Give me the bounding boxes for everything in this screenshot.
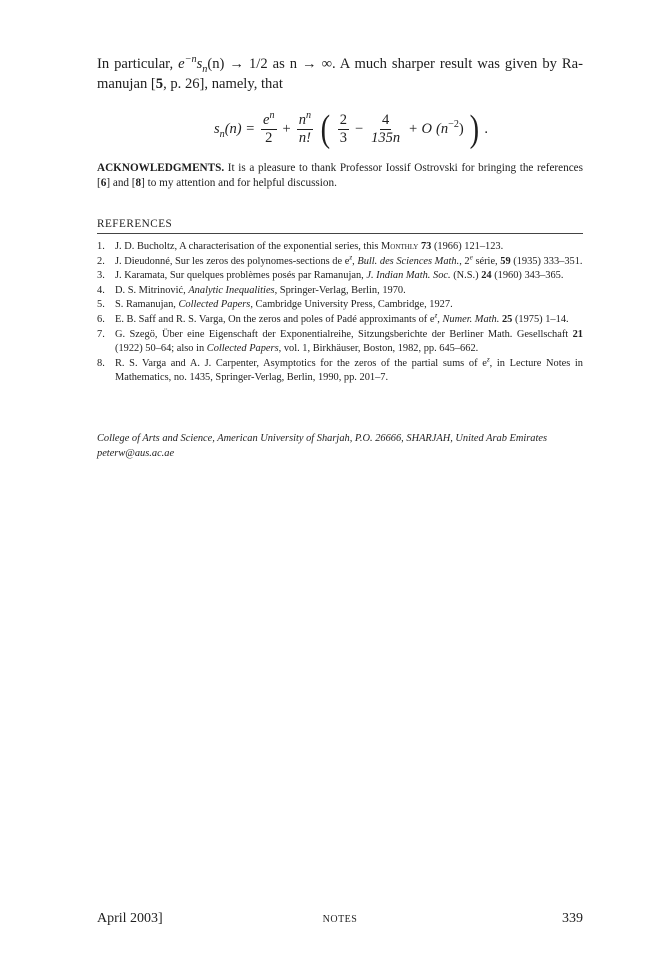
- big-o-arg: $(n^{-2})$: [436, 118, 464, 137]
- minus-sign: −: [354, 120, 364, 137]
- references-rule: [97, 233, 583, 234]
- reference-2: 2. J. Dieudonné, Sur les zeros des polynomes-sections de $e^z$, Bull. des Sciences Math., 2e série, 59 (1935) 333–351.: [97, 253, 583, 267]
- plus-sign: +: [282, 120, 291, 137]
- intro-ref-5[interactable]: 5: [155, 76, 164, 92]
- fraction-en-over-2: $\frac{e^n}{2}$: [263, 109, 275, 146]
- intro-text-2: (n) → 1/2 as n → ∞. A much sharper result was given by Ra-manujan [: [97, 56, 583, 92]
- ack-text-2: ] and [: [106, 177, 136, 189]
- references-list: [97, 240, 583, 386]
- ack-ref-8[interactable]: 8: [135, 177, 142, 189]
- references-heading: REFERENCES: [97, 218, 173, 230]
- intro-s-sub: n: [202, 63, 208, 75]
- reference-5: 5. S. Ramanujan, Collected Papers, Cambridge University Press, Cambridge, 1927.: [97, 299, 453, 311]
- formula-lhs: $s_n(n)$ =: [214, 120, 256, 140]
- reference-6: 6. E. B. Saff and R. S. Varga, On the zeros and poles of Padé approximants of $e^z$, Numer. Math. 25 (1975) 1–14.: [97, 311, 569, 325]
- footer-section: NOTES: [322, 914, 358, 925]
- reference-4: 4. D. S. Mitrinović, Analytic Inequalities, Springer-Verlag, Berlin, 1970.: [97, 284, 406, 296]
- formula-period: .: [484, 120, 489, 137]
- author-email[interactable]: peterw@aus.ac.ae: [97, 447, 175, 459]
- reference-7: 7. G. Szegö, Über eine Eigenschaft der Exponentialreihe, Sitzungsberichte der Berliner Math. Gesellschaft 21 (1922) 50–64; also in Collected Papers, vol. 1, Birkhäuser, Boston, 1982, pp. 645–662.: [97, 328, 583, 355]
- footer-date: April 2003]: [97, 911, 163, 926]
- intro-text-1: In particular,: [97, 56, 179, 72]
- author-affiliation: [97, 432, 583, 461]
- affiliation-address: College of Arts and Science, American University of Sharjah, P.O. 26666, SHARJAH, United Arab Emirates: [97, 433, 548, 444]
- page-number: 339: [562, 911, 583, 926]
- right-paren: ): [469, 108, 479, 150]
- left-paren: (: [320, 108, 331, 150]
- ack-text-1: It is a pleasure to thank Professor Iossif Ostrovski for bringing the references [: [97, 162, 583, 189]
- ack-text-3: ] to my attention and for helpful discussion.: [141, 177, 337, 189]
- fraction-4-over-135n: $\frac{4}{135n}$: [371, 111, 401, 146]
- reference-3: 3. J. Karamata, Sur quelques problèmes posés par Ramanujan, J. Indian Math. Soc. (N.S.) 24 (1960) 343–365.: [97, 270, 564, 282]
- intro-text-3: , p. 26], namely, that: [163, 76, 283, 92]
- big-o: + O: [408, 120, 433, 137]
- fraction-2-over-3: $\frac{2}{3}$: [339, 111, 347, 146]
- intro-s: s: [196, 56, 203, 72]
- acknowledgments: [97, 161, 583, 191]
- fraction-nn-over-nfact: $\frac{n^n}{n!}$: [298, 109, 312, 146]
- ack-heading: ACKNOWLEDGMENTS.: [97, 162, 225, 174]
- ramanujan-formula: [214, 108, 488, 150]
- intro-exp-base: e: [178, 56, 185, 72]
- intro-paragraph: [97, 54, 583, 94]
- reference-1: 1. J. D. Bucholtz, A characterisation of the exponential series, this Monthly 73 (1966) 121–123.: [97, 241, 504, 252]
- ack-ref-6[interactable]: 6: [100, 177, 107, 189]
- intro-exp-sup: −n: [184, 54, 197, 66]
- reference-8: 8. R. S. Varga and A. J. Carpenter, Asymptotics for the zeros of the partial sums of $e^z$, in Lecture Notes in Mathematics, no. 1435, Springer-Verlag, Berlin, 1990, pp. 201–7.: [97, 355, 583, 384]
